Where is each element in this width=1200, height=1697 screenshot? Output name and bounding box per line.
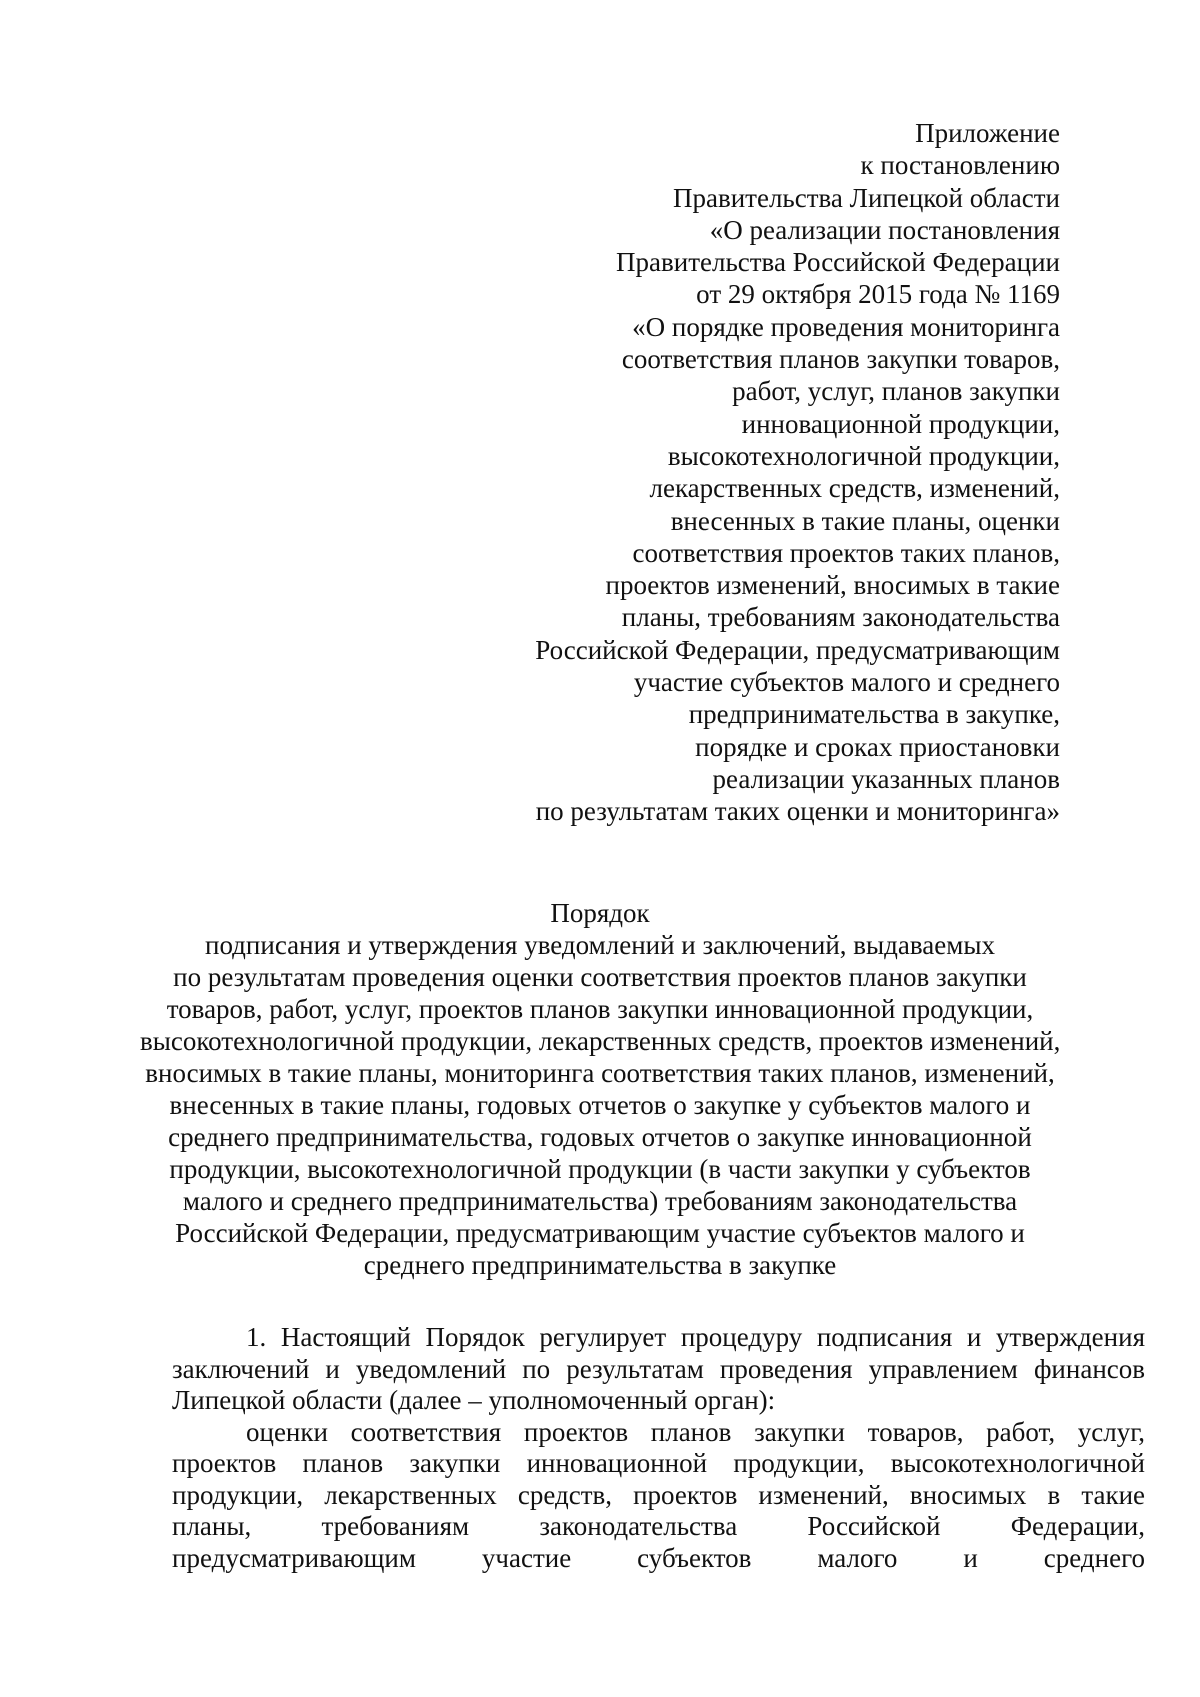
document-title-line: товаров, работ, услуг, проектов планов закупки инновационной продукции, [166, 994, 1034, 1024]
appendix-header-line: по результатам таких оценки и мониторинга» [535, 796, 1060, 827]
appendix-header-line: участие субъектов малого и среднего [633, 667, 1060, 698]
document-heading: Порядок [550, 898, 650, 928]
document-title-line: внесенных в такие планы, годовых отчетов о закупке у субъектов малого и [169, 1090, 1031, 1120]
appendix-header-line: внесенных в такие планы, оценки [670, 505, 1060, 536]
appendix-header-line: инновационной продукции, [741, 408, 1060, 439]
document-title [140, 897, 1060, 1281]
document-title-line: вносимых в такие планы, мониторинга соответствия таких планов, изменений, [145, 1058, 1055, 1088]
appendix-header-line: реализации указанных планов [712, 763, 1060, 794]
body-line: проектов планов закупки инновационной продукции, высокотехнологичной [172, 1448, 1145, 1478]
appendix-header-line: высокотехнологичной продукции, [667, 440, 1060, 471]
document-title-line: среднего предпринимательства в закупке [363, 1250, 837, 1280]
body-paragraph-1 [172, 1322, 1145, 1417]
document-title-line: высокотехнологичной продукции, лекарственных средств, проектов изменений, [140, 1026, 1061, 1056]
appendix-header-line: порядке и сроках приостановки [695, 731, 1060, 762]
body-line: планы, требованиям законодательства Российской Федерации, [172, 1511, 1145, 1541]
appendix-header-line: «О порядке проведения мониторинга [632, 311, 1060, 342]
body-line: продукции, лекарственных средств, проектов изменений, вносимых в такие [172, 1479, 1145, 1510]
document-title-line: малого и среднего предпринимательства) требованиям законодательства [182, 1186, 1018, 1216]
document-body [172, 1322, 1145, 1574]
appendix-header-line: соответствия планов закупки товаров, [621, 344, 1060, 375]
appendix-header-line: Правительства Липецкой области [672, 182, 1060, 213]
appendix-header-line: соответствия проектов таких планов, [632, 537, 1060, 568]
body-line: 1. Настоящий Порядок регулирует процедуру подписания и утверждения [246, 1322, 1145, 1352]
body-paragraph-2 [172, 1417, 1145, 1575]
appendix-header-line: Приложение [915, 118, 1060, 148]
document-title-line: продукции, высокотехнологичной продукции (в части закупки у субъектов [169, 1154, 1031, 1184]
appendix-header [535, 117, 1060, 828]
appendix-header-line: к постановлению [860, 150, 1060, 181]
body-line: предусматривающим участие субъектов малого и среднего [172, 1542, 1145, 1573]
document-title-line: подписания и утверждения уведомлений и заключений, выдаваемых [205, 930, 995, 960]
body-line: Липецкой области (далее – уполномоченный орган): [172, 1385, 776, 1415]
appendix-header-line: от 29 октября 2015 года № 1169 [696, 279, 1060, 310]
appendix-header-line: планы, требованиям законодательства [621, 602, 1060, 633]
document-title-line: Российской Федерации, предусматривающим участие субъектов малого и [175, 1218, 1025, 1248]
document-title-line: среднего предпринимательства, годовых отчетов о закупке инновационной [168, 1122, 1032, 1152]
body-line: оценки соответствия проектов планов закупки товаров, работ, услуг, [246, 1416, 1145, 1447]
appendix-header-line: предпринимательства в закупке, [688, 699, 1060, 730]
appendix-header-line: Российской Федерации, предусматривающим [535, 634, 1060, 665]
body-line: заключений и уведомлений по результатам проведения управлением финансов [172, 1353, 1145, 1384]
appendix-header-line: работ, услуг, планов закупки [732, 376, 1060, 407]
appendix-header-line: проектов изменений, вносимых в такие [605, 570, 1060, 601]
appendix-header-line: лекарственных средств, изменений, [649, 473, 1060, 504]
appendix-header-line: Правительства Российской Федерации [616, 247, 1060, 278]
appendix-header-line: «О реализации постановления [709, 214, 1060, 245]
document-title-line: по результатам проведения оценки соответствия проектов планов закупки [173, 962, 1027, 992]
